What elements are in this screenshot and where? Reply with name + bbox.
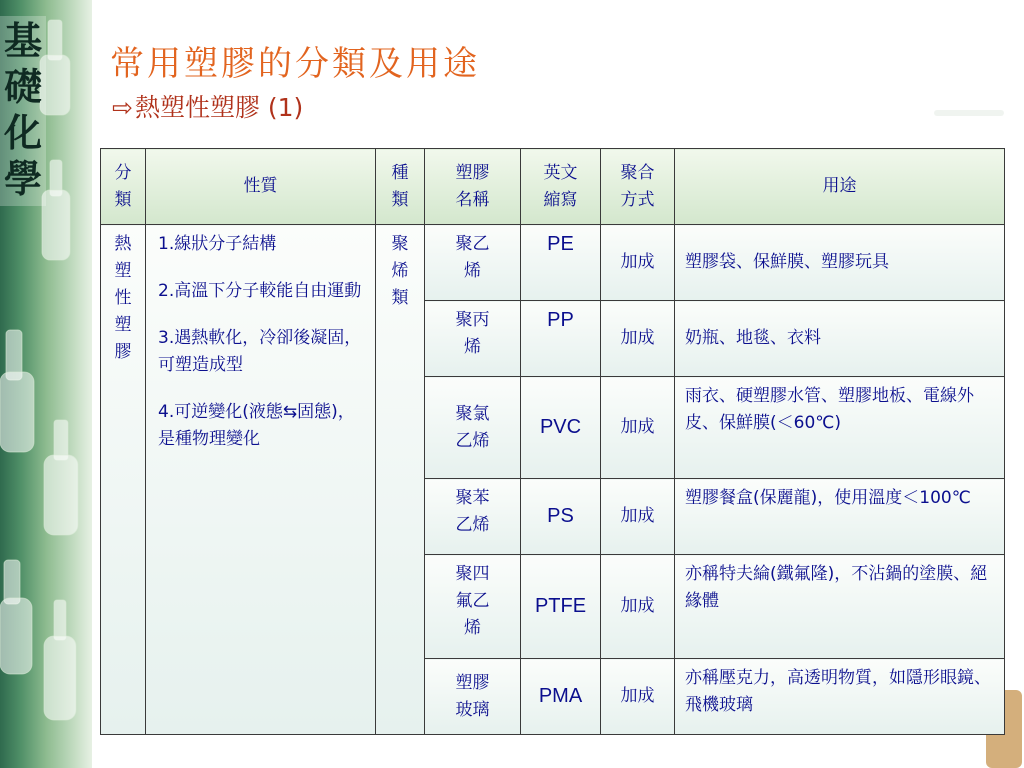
plastic-name-cell: 聚丙 烯 (425, 301, 521, 377)
sidebar-char: 化 (3, 111, 42, 155)
plastics-table (100, 148, 1005, 735)
plastic-name-cell: 聚四 氟乙 烯 (425, 555, 521, 659)
subtitle-text: 熱塑性塑膠 (1) (134, 93, 304, 122)
left-decorative-band (0, 0, 92, 768)
plastic-name-cell: 塑膠 玻璃 (425, 659, 521, 735)
method-cell: 加成 (601, 225, 675, 301)
header-abbreviation: 英文 縮寫 (521, 149, 601, 225)
plastics-table-container (100, 148, 1004, 734)
abbreviation-cell: PE (521, 225, 601, 301)
sidebar-char: 礎 (3, 65, 42, 109)
plastic-name-cell: 聚乙 烯 (425, 225, 521, 301)
abbreviation-cell: PVC (521, 377, 601, 479)
header-properties: 性質 (146, 149, 376, 225)
use-cell: 亦稱特夫綸(鐵氟隆)，不沾鍋的塗膜、絕緣體 (675, 555, 1005, 659)
table-row (101, 225, 1005, 301)
abbreviation-cell: PS (521, 479, 601, 555)
header-polymerization-method: 聚合 方式 (601, 149, 675, 225)
use-cell: 雨衣、硬塑膠水管、塑膠地板、電線外皮、保鮮膜(＜60℃) (675, 377, 1005, 479)
header-uses: 用途 (675, 149, 1005, 225)
property-item: 2.高溫下分子較能自由運動 (158, 281, 362, 301)
type-cell: 聚 烯 類 (376, 225, 425, 735)
table-header-row (101, 149, 1005, 225)
sidebar-char: 基 (3, 19, 42, 63)
header-type: 種 類 (376, 149, 425, 225)
property-item: 1.線狀分子結構 (158, 234, 277, 254)
method-cell: 加成 (601, 479, 675, 555)
abbreviation-cell: PP (521, 301, 601, 377)
properties-cell (146, 225, 376, 735)
section-subtitle (112, 88, 303, 124)
method-cell: 加成 (601, 555, 675, 659)
use-cell: 塑膠餐盒(保麗龍)，使用溫度＜100℃ (675, 479, 1005, 555)
vertical-sidebar-title (0, 16, 46, 206)
use-cell: 奶瓶、地毯、衣料 (675, 301, 1005, 377)
property-item: 4.可逆變化(液態⇆固態)，是種物理變化 (158, 402, 355, 449)
plastic-name-cell: 聚氯 乙烯 (425, 377, 521, 479)
classification-cell: 熱 塑 性 塑 膠 (101, 225, 146, 735)
use-cell: 塑膠袋、保鮮膜、塑膠玩具 (675, 225, 1005, 301)
method-cell: 加成 (601, 377, 675, 479)
property-item: 3.遇熱軟化，冷卻後凝固，可塑造成型 (158, 328, 362, 375)
header-class: 分 類 (101, 149, 146, 225)
method-cell: 加成 (601, 659, 675, 735)
header-plastic-name: 塑膠 名稱 (425, 149, 521, 225)
page-title: 常用塑膠的分類及用途 (110, 44, 480, 84)
plastic-name-cell: 聚苯 乙烯 (425, 479, 521, 555)
arrow-right-icon: ⇨ (112, 93, 133, 122)
method-cell: 加成 (601, 301, 675, 377)
sidebar-char: 學 (3, 157, 42, 201)
use-cell: 亦稱壓克力，高透明物質，如隱形眼鏡、飛機玻璃 (675, 659, 1005, 735)
abbreviation-cell: PTFE (521, 555, 601, 659)
abbreviation-cell: PMA (521, 659, 601, 735)
